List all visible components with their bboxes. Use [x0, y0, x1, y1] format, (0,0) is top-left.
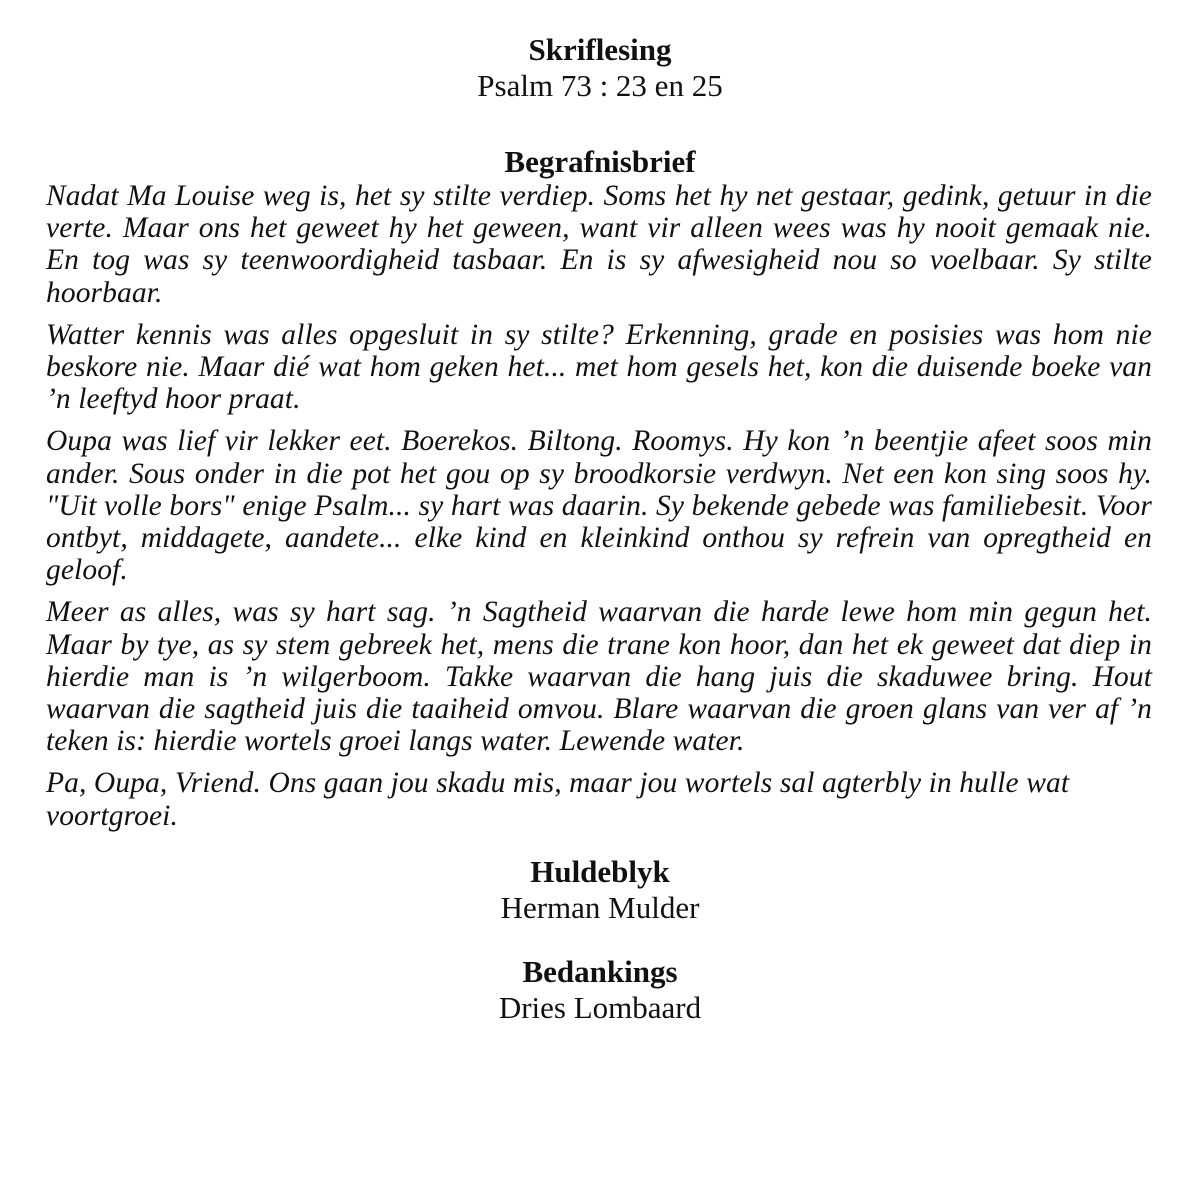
- tribute-heading: Huldeblyk: [530, 853, 670, 889]
- thanks-speaker: Dries Lombaard: [498, 989, 702, 1025]
- funeral-letter-heading: Begrafnisbrief: [504, 144, 696, 179]
- letter-paragraph-1: Nadat Ma Louise weg is, het sy stilte verdiep. Soms het hy net gestaar, gedink, getuur in die verte. Maar ons het geweet hy het geween, want vir alleen wees was hy nooit gemaak nie. En tog was sy teenwoordigheid tasbaar. En is sy afwesigheid nou so voelbaar. Sy stilte hoorbaar.: [46, 180, 1152, 309]
- funeral-letter-body: [46, 180, 1154, 832]
- letter-paragraph-2: Watter kennis was alles opgesluit in sy stilte? Erkenning, grade en posisies was hom nie beskore nie. Maar dié wat hom geken het... met hom gesels het, kon die duisende boeke van ’n leeftyd hoor praat.: [46, 318, 1152, 416]
- spacer: [46, 926, 1154, 954]
- thanks-heading: Bedankings: [522, 953, 678, 989]
- scripture-heading: Skriflesing: [528, 32, 672, 67]
- letter-paragraph-5: Pa, Oupa, Vriend. Ons gaan jou skadu mis, maar jou wortels sal agterbly in hulle wat voortgroei.: [46, 767, 1070, 832]
- letter-paragraph-3: Oupa was lief vir lekker eet. Boerekos. Biltong. Roomys. Hy kon ’n beentjie afeet soos min ander. Sous onder in die pot het gou op sy broodkorsie verdwyn. Net een kon sing soos hy. "Uit volle bors" enige Psalm... sy hart was daarin. Sy bekende gebede was familiebesit. Voor ontbyt, middagete, aandete... elke kind en kleinkind onthou sy refrein van opregtheid en geloof.: [46, 425, 1152, 587]
- spacer: [46, 104, 1154, 144]
- scripture-reference: Psalm 73 : 23 en 25: [477, 68, 723, 103]
- spacer: [46, 842, 1154, 854]
- letter-paragraph-4: Meer as alles, was sy hart sag. ’n Sagtheid waarvan die harde lewe hom min gegun het. Maar by tye, as sy stem gebreek het, mens die trane kon hoor, dan het ek geweet dat diep in hierdie man is ’n wilgerboom. Takke waarvan die hang juis die skaduwee bring. Hout waarvan die sagtheid juis die taaiheid omvou. Blare waarvan die groen glans van ver af ’n teken is: hierdie wortels groei langs water. Lewende water.: [46, 596, 1152, 758]
- tribute-speaker: Herman Mulder: [500, 889, 700, 925]
